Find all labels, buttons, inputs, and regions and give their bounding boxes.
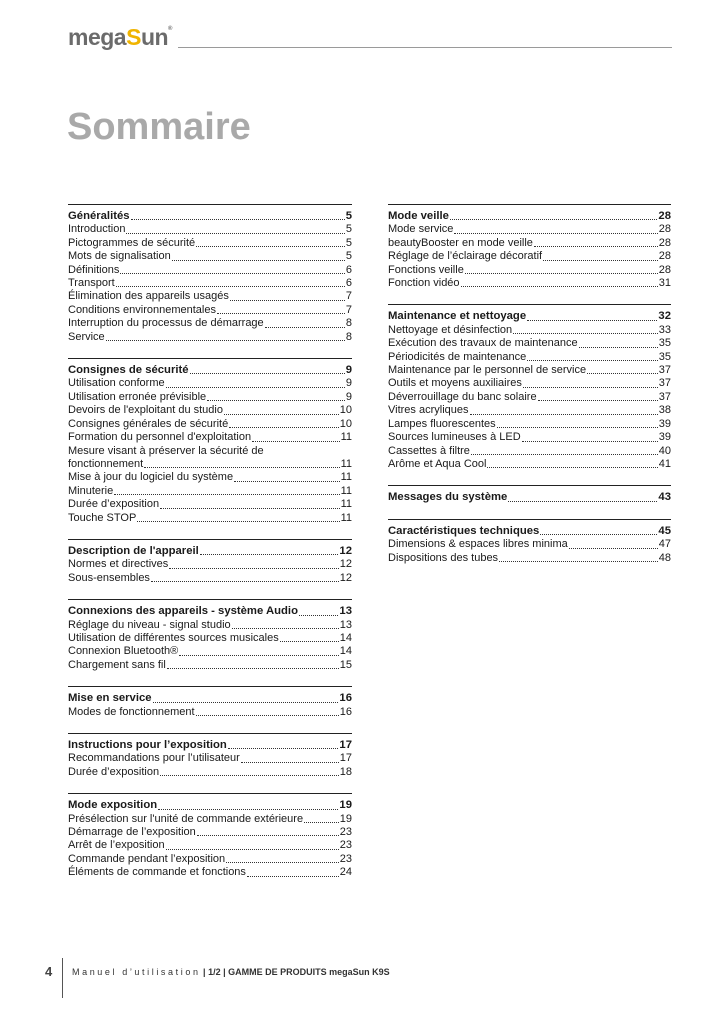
toc-entry-title: Interruption du processus de démarrage — [68, 317, 264, 330]
toc-leader-dots — [299, 615, 338, 616]
footer-manual-label: Manuel d’utilisation — [72, 967, 201, 977]
toc-entry[interactable] — [388, 277, 671, 290]
toc-entry-title: Nettoyage et désinfection — [388, 323, 513, 336]
toc-entry-title: Connexions des appareils - système Audio — [68, 605, 298, 618]
toc-leader-dots — [527, 320, 657, 321]
toc-entry[interactable] — [388, 445, 671, 458]
toc-entry[interactable] — [68, 237, 352, 250]
toc-section-heading[interactable] — [68, 605, 352, 618]
toc-page-number: 13 — [339, 605, 352, 618]
toc-leader-dots — [166, 387, 345, 388]
toc-entry[interactable] — [68, 512, 352, 525]
toc-page-number: 23 — [339, 839, 352, 852]
toc-entry-title: Caractéristiques techniques — [388, 524, 540, 537]
toc-entry-title: Modes de fonctionnement — [68, 705, 195, 718]
toc-entry-title: Dimensions & espaces libres minima — [388, 538, 568, 551]
toc-entry[interactable] — [388, 418, 671, 431]
toc-entry-title: Définitions — [68, 263, 120, 276]
toc-page-number: 37 — [658, 390, 671, 403]
toc-page-number: 28 — [658, 263, 671, 276]
toc-leader-dots — [224, 414, 339, 415]
toc-leader-dots — [569, 548, 658, 549]
toc-entry[interactable] — [388, 458, 671, 471]
toc-page-number: 11 — [340, 511, 352, 524]
toc-leader-dots — [160, 775, 339, 776]
toc-entry-title: Pictogrammes de sécurité — [68, 236, 196, 249]
toc-entry[interactable] — [68, 331, 352, 344]
toc-leader-dots — [106, 340, 345, 341]
toc-page-number: 5 — [345, 210, 352, 222]
toc-entry-title: Exécution des travaux de maintenance — [388, 337, 578, 350]
toc-page-number: 28 — [658, 236, 671, 249]
toc-entry[interactable] — [388, 404, 671, 417]
toc-leader-dots — [229, 427, 339, 428]
toc-entry-title: Touche STOP — [68, 511, 137, 524]
toc-entry-title: Fonctions veille — [388, 263, 464, 276]
toc-leader-dots — [499, 561, 658, 562]
toc-page-number: 11 — [340, 431, 352, 444]
toc-entry-title: Durée d’exposition — [68, 765, 160, 778]
toc-page-number: 11 — [340, 457, 352, 470]
toc-page-number: 17 — [339, 752, 352, 765]
toc-entry-title: Présélection sur l'unité de commande extérieure — [68, 812, 304, 825]
toc-entry[interactable] — [68, 264, 352, 277]
toc-entry[interactable] — [388, 538, 671, 551]
toc-section-heading[interactable] — [388, 310, 671, 323]
toc-entry[interactable] — [68, 619, 352, 632]
toc-section-heading[interactable] — [68, 692, 352, 705]
toc-page-number: 35 — [658, 337, 671, 350]
toc-leader-dots — [234, 481, 340, 482]
toc-leader-dots — [197, 835, 339, 836]
toc-leader-dots — [196, 715, 339, 716]
toc-section — [68, 539, 352, 585]
toc-page-number: 19 — [339, 812, 352, 825]
toc-entry-title: Déverrouillage du banc solaire — [388, 390, 537, 403]
toc-entry[interactable] — [68, 706, 352, 719]
toc-left-column — [68, 204, 352, 894]
toc-entry-title: Fonction vidéo — [388, 277, 460, 290]
toc-entry[interactable] — [388, 237, 671, 250]
toc-section — [388, 519, 671, 565]
toc-leader-dots — [228, 748, 339, 749]
toc-page-number: 12 — [339, 571, 352, 584]
toc-entry-title: Mise en service — [68, 692, 152, 705]
toc-entry[interactable] — [68, 766, 352, 779]
toc-page-number: 11 — [340, 484, 352, 497]
toc-entry-title: Arôme et Aqua Cool — [388, 457, 487, 470]
toc-leader-dots — [153, 702, 339, 703]
toc-section — [68, 686, 352, 719]
toc-entry[interactable] — [388, 223, 671, 236]
toc-entry-title: Recommandations pour l’utilisateur — [68, 752, 240, 765]
toc-entry-title: Réglage du niveau - signal studio — [68, 618, 231, 631]
toc-entry-title: Description de l'appareil — [68, 544, 199, 557]
toc-entry[interactable] — [388, 391, 671, 404]
toc-entry-title: Vitres acryliques — [388, 404, 469, 417]
toc-leader-dots — [144, 467, 339, 468]
toc-entry-title: Normes et directives — [68, 558, 169, 571]
toc-entry-title: Réglage de l’éclairage décoratif — [388, 250, 543, 263]
toc-entry-title: beautyBooster en mode veille — [388, 236, 533, 249]
toc-entry[interactable] — [68, 304, 352, 317]
toc-entry[interactable] — [388, 324, 671, 337]
toc-page-number: 5 — [345, 250, 352, 263]
footer-rule — [62, 958, 63, 998]
toc-leader-dots — [522, 441, 658, 442]
toc-entry-title: Formation du personnel d'exploitation — [68, 431, 252, 444]
toc-section — [68, 793, 352, 879]
toc-entry-title: Élimination des appareils usagés — [68, 290, 229, 303]
toc-leader-dots — [241, 762, 339, 763]
toc-leader-dots — [454, 233, 657, 234]
toc-section-heading[interactable] — [68, 739, 352, 752]
toc-page-number: 47 — [658, 538, 671, 551]
toc-entry-title: Lampes fluorescentes — [388, 417, 496, 430]
toc-section — [68, 733, 352, 779]
toc-section — [388, 485, 671, 504]
toc-leader-dots — [280, 641, 339, 642]
toc-leader-dots — [461, 286, 658, 287]
toc-leader-dots — [470, 414, 658, 415]
toc-leader-dots — [497, 427, 658, 428]
toc-entry[interactable] — [68, 813, 352, 826]
toc-page-number: 37 — [658, 377, 671, 390]
toc-entry-title: Introduction — [68, 223, 126, 236]
toc-page-number: 16 — [339, 705, 352, 718]
toc-page-number: 31 — [658, 277, 671, 290]
toc-entry[interactable] — [68, 277, 352, 290]
toc-entry[interactable] — [388, 364, 671, 377]
toc-leader-dots — [540, 534, 657, 535]
toc-entry[interactable] — [68, 418, 352, 431]
toc-entry[interactable] — [68, 645, 352, 658]
toc-page-number: 16 — [339, 692, 352, 705]
toc-leader-dots — [116, 286, 345, 287]
toc-page-number: 23 — [339, 826, 352, 839]
toc-entry-title: Outils et moyens auxiliaires — [388, 377, 522, 390]
toc-leader-dots — [252, 441, 339, 442]
toc-page-number: 41 — [658, 457, 671, 470]
toc-leader-dots — [196, 246, 345, 247]
toc-leader-dots — [538, 400, 658, 401]
toc-entry[interactable] — [68, 632, 352, 645]
toc-entry[interactable] — [68, 250, 352, 263]
toc-page-number: 28 — [658, 223, 671, 236]
toc-entry-title: Utilisation erronée prévisible — [68, 390, 207, 403]
toc-leader-dots — [158, 809, 338, 810]
toc-section-heading[interactable] — [388, 525, 671, 538]
toc-page-number: 7 — [345, 290, 352, 303]
toc-entry-title: Chargement sans fil — [68, 658, 166, 671]
toc-leader-dots — [126, 233, 344, 234]
toc-entry-title: Durée d’exposition — [68, 498, 160, 511]
toc-entry[interactable] — [68, 498, 352, 511]
toc-entry[interactable] — [388, 250, 671, 263]
toc-entry-title: Généralités — [68, 210, 130, 222]
toc-page-number: 17 — [339, 739, 352, 751]
toc-leader-dots — [513, 333, 658, 334]
toc-page-number: 9 — [345, 377, 352, 390]
toc-entry-title: Connexion Bluetooth® — [68, 645, 179, 658]
toc-page-number: 14 — [339, 631, 352, 644]
toc-entry-title: Maintenance et nettoyage — [388, 310, 527, 323]
toc-leader-dots — [190, 373, 345, 374]
toc-leader-dots — [587, 373, 658, 374]
toc-page-number: 5 — [345, 236, 352, 249]
toc-page-number: 48 — [658, 551, 671, 564]
toc-entry-title: Messages du système — [388, 491, 508, 504]
toc-page-number: 9 — [345, 364, 352, 377]
toc-page-number: 28 — [658, 250, 671, 263]
toc-entry[interactable] — [68, 826, 352, 839]
toc-page-number: 11 — [340, 471, 352, 484]
toc-entry-title: Cassettes à filtre — [388, 444, 470, 457]
toc-entry-title: Dispositions des tubes — [388, 551, 499, 564]
toc-leader-dots — [543, 260, 658, 261]
toc-leader-dots — [114, 494, 339, 495]
toc-entry-title: Démarrage de l’exposition — [68, 826, 196, 839]
page-title: Sommaire — [67, 106, 251, 148]
toc-entry[interactable] — [388, 337, 671, 350]
toc-entry[interactable] — [68, 485, 352, 498]
toc-entry-title: Transport — [68, 277, 115, 290]
toc-page-number: 19 — [339, 799, 352, 812]
toc-right-column — [388, 204, 671, 579]
toc-page-number: 37 — [658, 364, 671, 377]
toc-page-number: 6 — [345, 277, 352, 290]
toc-leader-dots — [579, 347, 658, 348]
toc-entry[interactable] — [68, 317, 352, 330]
toc-page-number: 14 — [339, 645, 352, 658]
toc-leader-dots — [232, 628, 339, 629]
toc-entry-title: Sous-ensembles — [68, 571, 150, 584]
toc-entry-title: Utilisation conforme — [68, 377, 165, 390]
toc-section-heading[interactable] — [388, 210, 671, 223]
toc-entry[interactable] — [388, 351, 671, 364]
toc-page-number: 40 — [658, 444, 671, 457]
toc-entry-title: Mise à jour du logiciel du système — [68, 471, 234, 484]
toc-entry-title: Sources lumineuses à LED — [388, 431, 521, 444]
toc-entry[interactable] — [68, 853, 352, 866]
toc-entry[interactable] — [388, 264, 671, 277]
toc-entry-title: Mode veille — [388, 210, 449, 222]
toc-leader-dots — [167, 668, 339, 669]
toc-page-number: 6 — [345, 263, 352, 276]
toc-page-number: 24 — [339, 866, 352, 879]
toc-section-heading[interactable] — [68, 364, 352, 377]
toc-entry-title: Instructions pour l’exposition — [68, 739, 227, 751]
toc-entry[interactable] — [68, 471, 352, 484]
megasun-logo: megaSun® — [68, 24, 172, 50]
toc-leader-dots — [207, 400, 345, 401]
toc-page-number: 10 — [339, 404, 352, 417]
toc-page-number: 8 — [345, 317, 352, 330]
toc-section — [388, 204, 671, 290]
toc-section-heading[interactable] — [68, 210, 352, 223]
toc-page-number: 23 — [339, 852, 352, 865]
toc-page-number: 45 — [658, 524, 671, 537]
toc-page-number: 15 — [339, 658, 352, 671]
toc-page-number: 13 — [339, 618, 352, 631]
toc-page-number: 38 — [658, 404, 671, 417]
header-rule — [178, 47, 672, 48]
footer-product-line: GAMME DE PRODUITS megaSun K9S — [228, 967, 390, 977]
page-number: 4 — [45, 964, 53, 979]
toc-leader-dots — [120, 273, 345, 274]
toc-entry-title: Commande pendant l’exposition — [68, 852, 226, 865]
toc-leader-dots — [179, 655, 339, 656]
toc-entry[interactable] — [68, 431, 352, 444]
toc-entry-title: Conditions environnementales — [68, 303, 216, 316]
toc-page-number: 28 — [658, 210, 671, 222]
toc-section — [68, 599, 352, 672]
toc-entry-title: Consignes de sécurité — [68, 364, 189, 377]
toc-leader-dots — [508, 501, 657, 502]
toc-leader-dots — [471, 454, 658, 455]
toc-page-number: 11 — [340, 498, 352, 511]
toc-section-heading[interactable] — [388, 491, 671, 504]
toc-page-number: 33 — [658, 323, 671, 336]
toc-entry[interactable] — [68, 223, 352, 236]
toc-entry[interactable] — [68, 377, 352, 390]
toc-section-heading[interactable] — [68, 799, 352, 812]
toc-entry-title: Arrêt de l’exposition — [68, 839, 165, 852]
toc-leader-dots — [160, 508, 339, 509]
toc-entry[interactable] — [68, 752, 352, 765]
toc-page-number: 39 — [658, 417, 671, 430]
footer-part: 1/2 — [208, 967, 221, 977]
toc-entry[interactable] — [388, 377, 671, 390]
toc-page-number: 5 — [345, 223, 352, 236]
toc-leader-dots — [169, 568, 338, 569]
toc-leader-dots — [523, 387, 658, 388]
toc-page-number: 9 — [345, 390, 352, 403]
toc-page-number: 43 — [658, 491, 671, 504]
toc-page-number: 7 — [345, 303, 352, 316]
toc-page-number: 12 — [339, 544, 352, 557]
toc-page-number: 8 — [345, 330, 352, 343]
toc-page-number: 18 — [339, 765, 352, 778]
toc-entry[interactable] — [388, 552, 671, 565]
toc-entry-title: Mode service — [388, 223, 454, 236]
toc-entry[interactable] — [68, 572, 352, 585]
toc-entry[interactable] — [68, 458, 352, 471]
toc-section — [68, 358, 352, 525]
toc-entry[interactable] — [68, 659, 352, 672]
toc-entry-title: Périodicités de maintenance — [388, 350, 527, 363]
toc-entry-title: Éléments de commande et fonctions — [68, 866, 246, 879]
toc-entry-title: Utilisation de différentes sources musicales — [68, 631, 279, 644]
toc-leader-dots — [217, 313, 345, 314]
toc-entry-title: Consignes générales de sécurité — [68, 417, 229, 430]
toc-leader-dots — [200, 554, 339, 555]
toc-entry[interactable] — [68, 839, 352, 852]
toc-entry-title: Minuterie — [68, 484, 114, 497]
toc-page-number: 39 — [658, 431, 671, 444]
toc-entry-title: Maintenance par le personnel de service — [388, 364, 587, 377]
toc-entry-text[interactable]: Mesure visant à préserver la sécurité de — [68, 444, 264, 457]
toc-leader-dots — [465, 273, 658, 274]
toc-leader-dots — [226, 862, 339, 863]
toc-entry[interactable] — [68, 558, 352, 571]
toc-leader-dots — [487, 467, 657, 468]
toc-entry-title: Mode exposition — [68, 799, 158, 812]
toc-entry[interactable] — [388, 431, 671, 444]
toc-entry[interactable] — [68, 290, 352, 303]
toc-leader-dots — [172, 260, 345, 261]
toc-leader-dots — [137, 521, 339, 522]
toc-entry-title: Service — [68, 330, 105, 343]
toc-entry-title: Devoirs de l'exploitant du studio — [68, 404, 223, 417]
toc-entry-title: Mots de signalisation — [68, 250, 171, 263]
toc-leader-dots — [534, 246, 658, 247]
toc-leader-dots — [304, 822, 339, 823]
toc-section — [68, 204, 352, 344]
toc-leader-dots — [166, 849, 339, 850]
toc-entry[interactable] — [68, 866, 352, 879]
toc-leader-dots — [151, 581, 339, 582]
toc-entry[interactable] — [68, 391, 352, 404]
toc-leader-dots — [265, 327, 345, 328]
footer-text: Manuel d’utilisation | 1/2 | GAMME DE PRODUITS megaSun K9S — [72, 967, 390, 977]
toc-page-number: 12 — [339, 558, 352, 571]
toc-section — [388, 304, 671, 471]
toc-page-number: 35 — [658, 350, 671, 363]
toc-leader-dots — [247, 876, 339, 877]
toc-leader-dots — [230, 300, 345, 301]
toc-leader-dots — [527, 360, 658, 361]
toc-page-number: 10 — [339, 417, 352, 430]
toc-leader-dots — [450, 219, 658, 220]
toc-section-heading[interactable] — [68, 545, 352, 558]
toc-entry[interactable] — [68, 404, 352, 417]
toc-page-number: 32 — [658, 310, 671, 323]
toc-leader-dots — [131, 219, 345, 220]
toc-entry-title: fonctionnement — [68, 457, 144, 470]
